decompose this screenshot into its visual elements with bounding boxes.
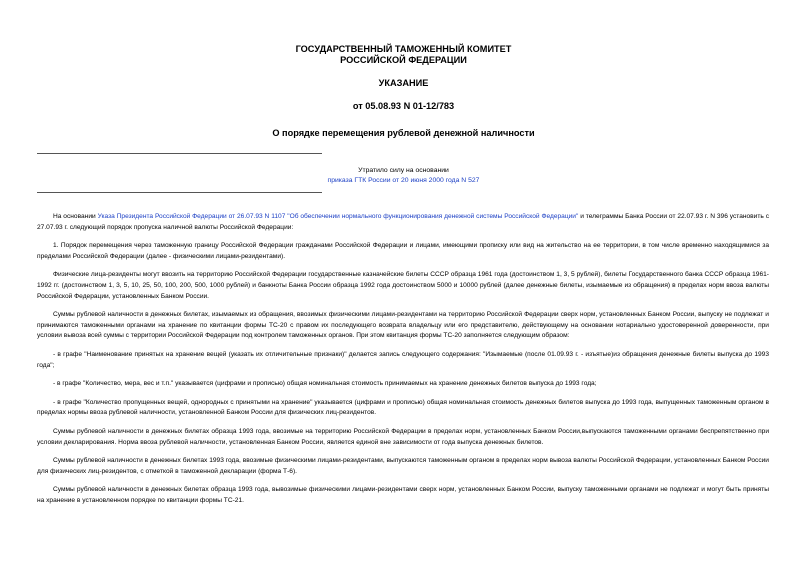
decree-link[interactable]: Указа Президента Российской Федерации от 26.07.93 N 1107 "Об обеспечении нормального функционирования денежной системы Российской Федерации" [97, 213, 579, 220]
paragraph: - в графе "Количество пропущенных вещей, однородных с принятыми на хранение" указывается (цифрами и прописью) общая номинальная стоимость денежных билетов выпуска до 1993 года, выпущенных таможенным органом в пределах нормы ввоза рублевой наличности, установленной Банком России для физических лиц-резидентов. [37, 398, 769, 417]
status-note [0, 166, 807, 186]
status-line: Утратило силу на основании [358, 167, 449, 174]
paragraph: На основании Указа Президента Российской Федерации от 26.07.93 N 1107 "Об обеспечении нормального функционирования денежной системы Российской Федерации" и телеграммы Банка России от 22.07.93 г. N 396 установить с 27.07.93 г. следующий порядок пропуска наличной валюты Российской Федерации: [37, 213, 769, 231]
document-number: от 05.08.93 N 01-12/783 [352, 101, 455, 111]
paragraph: 1. Порядок перемещения через таможенную границу Российской Федерации гражданами Российской Федерации и лицами, имеющими прописку или вид на жительство на ее территории, в том числе временно находящимися за пределами Российской Федерации (далее - физическими лицами-резидентами). [37, 242, 769, 260]
paragraph: Суммы рублевой наличности в денежных билетах образца 1993 года, ввозимые на территорию Российской Федерации в пределах норм, установленных Банком России,выпускаются таможенными органами беспрепятственно при условии декларирования. Норма ввоза рублевой наличности, установленная Банком России, является единой вне зависимости от года выпуска денежных билетов. [37, 427, 769, 446]
paragraph: - в графе "Количество, мера, вес и т.п." указывается (цифрами и прописью) общая номинальная стоимость принимаемых на хранение денежных билетов выпуска до 1993 года; [53, 380, 597, 388]
document-body [37, 212, 769, 514]
paragraph: Суммы рублевой наличности в денежных билетах образца 1993 года, вывозимые физическими лицами-резидентами сверх норм, установленных Банком России, выпуску таможенными органами не подлежат и могут быть приняты на хранение в установленном порядке по квитанции формы ТС-21. [37, 486, 769, 504]
document-title: О порядке перемещения рублевой денежной наличности [272, 128, 535, 138]
repeal-order-link[interactable]: приказа ГТК России от 20 июня 2000 года N 527 [327, 177, 480, 184]
paragraph: Физические лица-резиденты могут ввозить на территорию Российской Федерации государственные казначейские билеты СССР образца 1961 года (достоинством 1, 3, 5 рублей), билеты Государственного банка СССР образца 1961-1992 гг. (достоинством 1, 3, 5, 10, 25, 50, 100, 200, 500, 1000 рублей) и банкноты Банка России образца 1992 года достоинством 5000 и 10000 рублей (далее денежные билеты, изымаемые из обращения) в пределах норм ввоза валюты Российской Федерации, установленных Банком России. [37, 271, 769, 300]
divider-bottom [37, 192, 322, 193]
paragraph: - в графе "Наименование принятых на хранение вещей (указать их отличительные признаки)" делается запись следующего содержания: "Изымаемые (после 01.09.93 г. - изъятые)из обращения денежные билеты выпуска до 1993 года"; [37, 350, 769, 369]
issuer-heading [0, 44, 807, 66]
issuer-line-2: РОССИЙСКОЙ ФЕДЕРАЦИИ [340, 55, 467, 65]
paragraph: Суммы рублевой наличности в денежных билетах, изымаемых из обращения, ввозимых физическими лицами-резидентами на территорию Российской Федерации сверх норм, установленных Банком России, выпуску не подлежат и принимаются таможенными органами на хранение по квитанции формы ТС-20 с правом их последующего возврата владельцу или его представителю, действующему на основании нотариально удостоверенной доверенности, при условии вывоза всей суммы с территории Российской Федерации под контролем таможенных органов. При этом квитанция формы ТС-20 заполняется следующим образом: [37, 311, 769, 340]
divider-top [37, 153, 322, 154]
paragraph: Суммы рублевой наличности в денежных билетах 1993 года, ввозимые физическими лицами-резидентами, выпускаются таможенным органом в пределах норм вывоза валюты Российской Федерации, установленных Банком России для физических лиц-резидентов, с отметкой в таможенной декларации (форма Т-6). [37, 457, 769, 475]
document-type: УКАЗАНИЕ [378, 78, 429, 88]
issuer-line-1: ГОСУДАРСТВЕННЫЙ ТАМОЖЕННЫЙ КОМИТЕТ [295, 44, 512, 54]
